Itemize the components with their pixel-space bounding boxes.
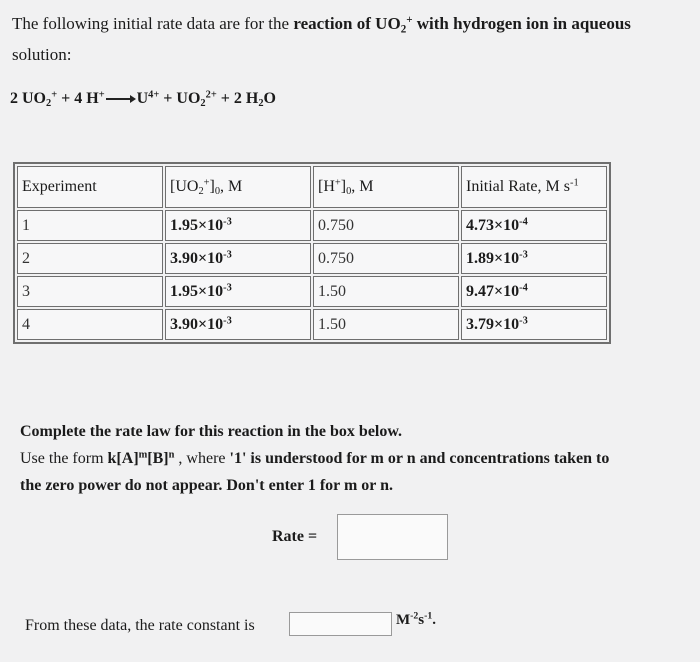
form-n: n [168,449,175,461]
cell-uo2-exp: -3 [223,314,232,326]
unit-s: s [418,612,425,628]
table-row [17,243,607,274]
header-uo2-zero: 0 [214,186,221,198]
cell-uo2-exp: -3 [223,248,232,260]
table-header-row [17,166,607,208]
unit-s-exp: -1 [424,610,433,622]
eq-product1: U [136,90,149,107]
problem-intro [12,8,692,70]
form-k: k[A] [107,450,139,467]
instructions-line2b: , where [174,450,230,467]
rate-law-input[interactable] [337,514,448,560]
eq-end: O [263,90,276,107]
cell-uo2-exp: -3 [223,215,232,227]
cell-rate [461,309,607,340]
cell-experiment: 2 [17,243,163,274]
eq-product2: + UO [159,90,201,107]
header-uo2-sup: + [203,177,210,189]
eq-product3: + 2 H [216,90,259,107]
unit-period: . [432,612,437,628]
cell-uo2-value: 3.90×10 [170,249,224,267]
header-uo2-conc [165,166,311,208]
header-uo2-unit: , M [220,178,243,195]
cell-uo2 [165,243,311,274]
cell-experiment: 1 [17,210,163,241]
cell-h: 1.50 [313,276,459,307]
cell-rate-exp: -4 [519,281,528,293]
intro-bold-reaction [293,13,631,36]
intro-text: The following initial rate data are for the [12,14,294,33]
table-row [17,309,607,340]
cell-uo2 [165,309,311,340]
header-rate-sup: -1 [569,177,579,189]
cell-rate [461,210,607,241]
rate-data-table [13,162,611,344]
unit-m-exp: -2 [410,610,419,622]
eq-sup1: + [51,89,58,101]
rate-label: Rate = [272,528,318,545]
header-uo2-base: [UO [170,178,199,195]
rate-constant-input[interactable] [289,612,392,636]
cell-uo2 [165,210,311,241]
cell-uo2 [165,276,311,307]
cell-uo2-value: 3.90×10 [170,315,224,333]
header-rate-text: Initial Rate, M s [466,178,570,195]
cell-h: 1.50 [313,309,459,340]
header-h-sup: + [334,177,341,189]
cell-rate-value: 9.47×10 [466,282,520,300]
cell-rate-value: 4.73×10 [466,216,520,234]
intro-bold-sub: 2 [400,23,407,36]
cell-rate-value: 3.79×10 [466,315,520,333]
eq-sup2: + [98,89,105,101]
eq-sup4: 2+ [205,89,217,101]
intro-bold-sup: + [406,13,413,26]
cell-uo2-value: 1.95×10 [170,282,224,300]
cell-h: 0.750 [313,243,459,274]
header-h-unit: , M [351,178,374,195]
unit-m: M [396,612,411,628]
header-h-zero: 0 [346,186,352,198]
instructions-line3: the zero power do not appear. Don't enter 1 for m or n. [20,477,394,494]
header-uo2-bracket: ] [209,178,215,195]
intro-line2: solution: [12,45,72,64]
header-h-conc [313,166,459,208]
eq-sub2: 2 [200,98,206,110]
table-row [17,276,607,307]
reaction-equation [10,90,276,108]
instructions-block [20,418,690,499]
eq-sub1: 2 [46,98,52,110]
header-experiment: Experiment [17,166,163,208]
cell-h: 0.750 [313,210,459,241]
header-uo2-sub: 2 [198,186,204,198]
cell-uo2-exp: -3 [223,281,232,293]
cell-uo2-value: 1.95×10 [170,216,224,234]
cell-rate-value: 1.89×10 [466,249,520,267]
intro-bold-rest: with hydrogen ion in aqueous [412,14,631,33]
eq-reactant2: + 4 H [57,90,99,107]
cell-experiment: 4 [17,309,163,340]
header-h-bracket: ] [340,178,347,195]
instructions-line2c: '1' is understood for m or n and concentrations taken to [229,450,610,467]
eq-sup3: 4+ [148,89,160,101]
cell-rate-exp: -3 [519,248,528,260]
eq-sub3: 2 [258,98,264,110]
instructions-line1: Complete the rate law for this reaction in the box below. [20,423,403,440]
table-row [17,210,607,241]
eq-reactant1: 2 UO [10,90,46,107]
header-h-base: [H [318,178,335,195]
cell-rate [461,276,607,307]
cell-experiment: 3 [17,276,163,307]
rate-constant-units [396,612,436,629]
form-m: m [138,449,148,461]
rate-constant-label: From these data, the rate constant is [25,617,255,634]
form-b: [B] [147,450,169,467]
cell-rate [461,243,607,274]
header-initial-rate [461,166,607,208]
cell-rate-exp: -3 [519,314,528,326]
rate-form [108,450,175,467]
cell-rate-exp: -4 [519,215,528,227]
instructions-line2a: Use the form [20,450,108,467]
reaction-arrow-icon [106,94,136,104]
intro-bold-text: reaction of UO [293,14,401,33]
